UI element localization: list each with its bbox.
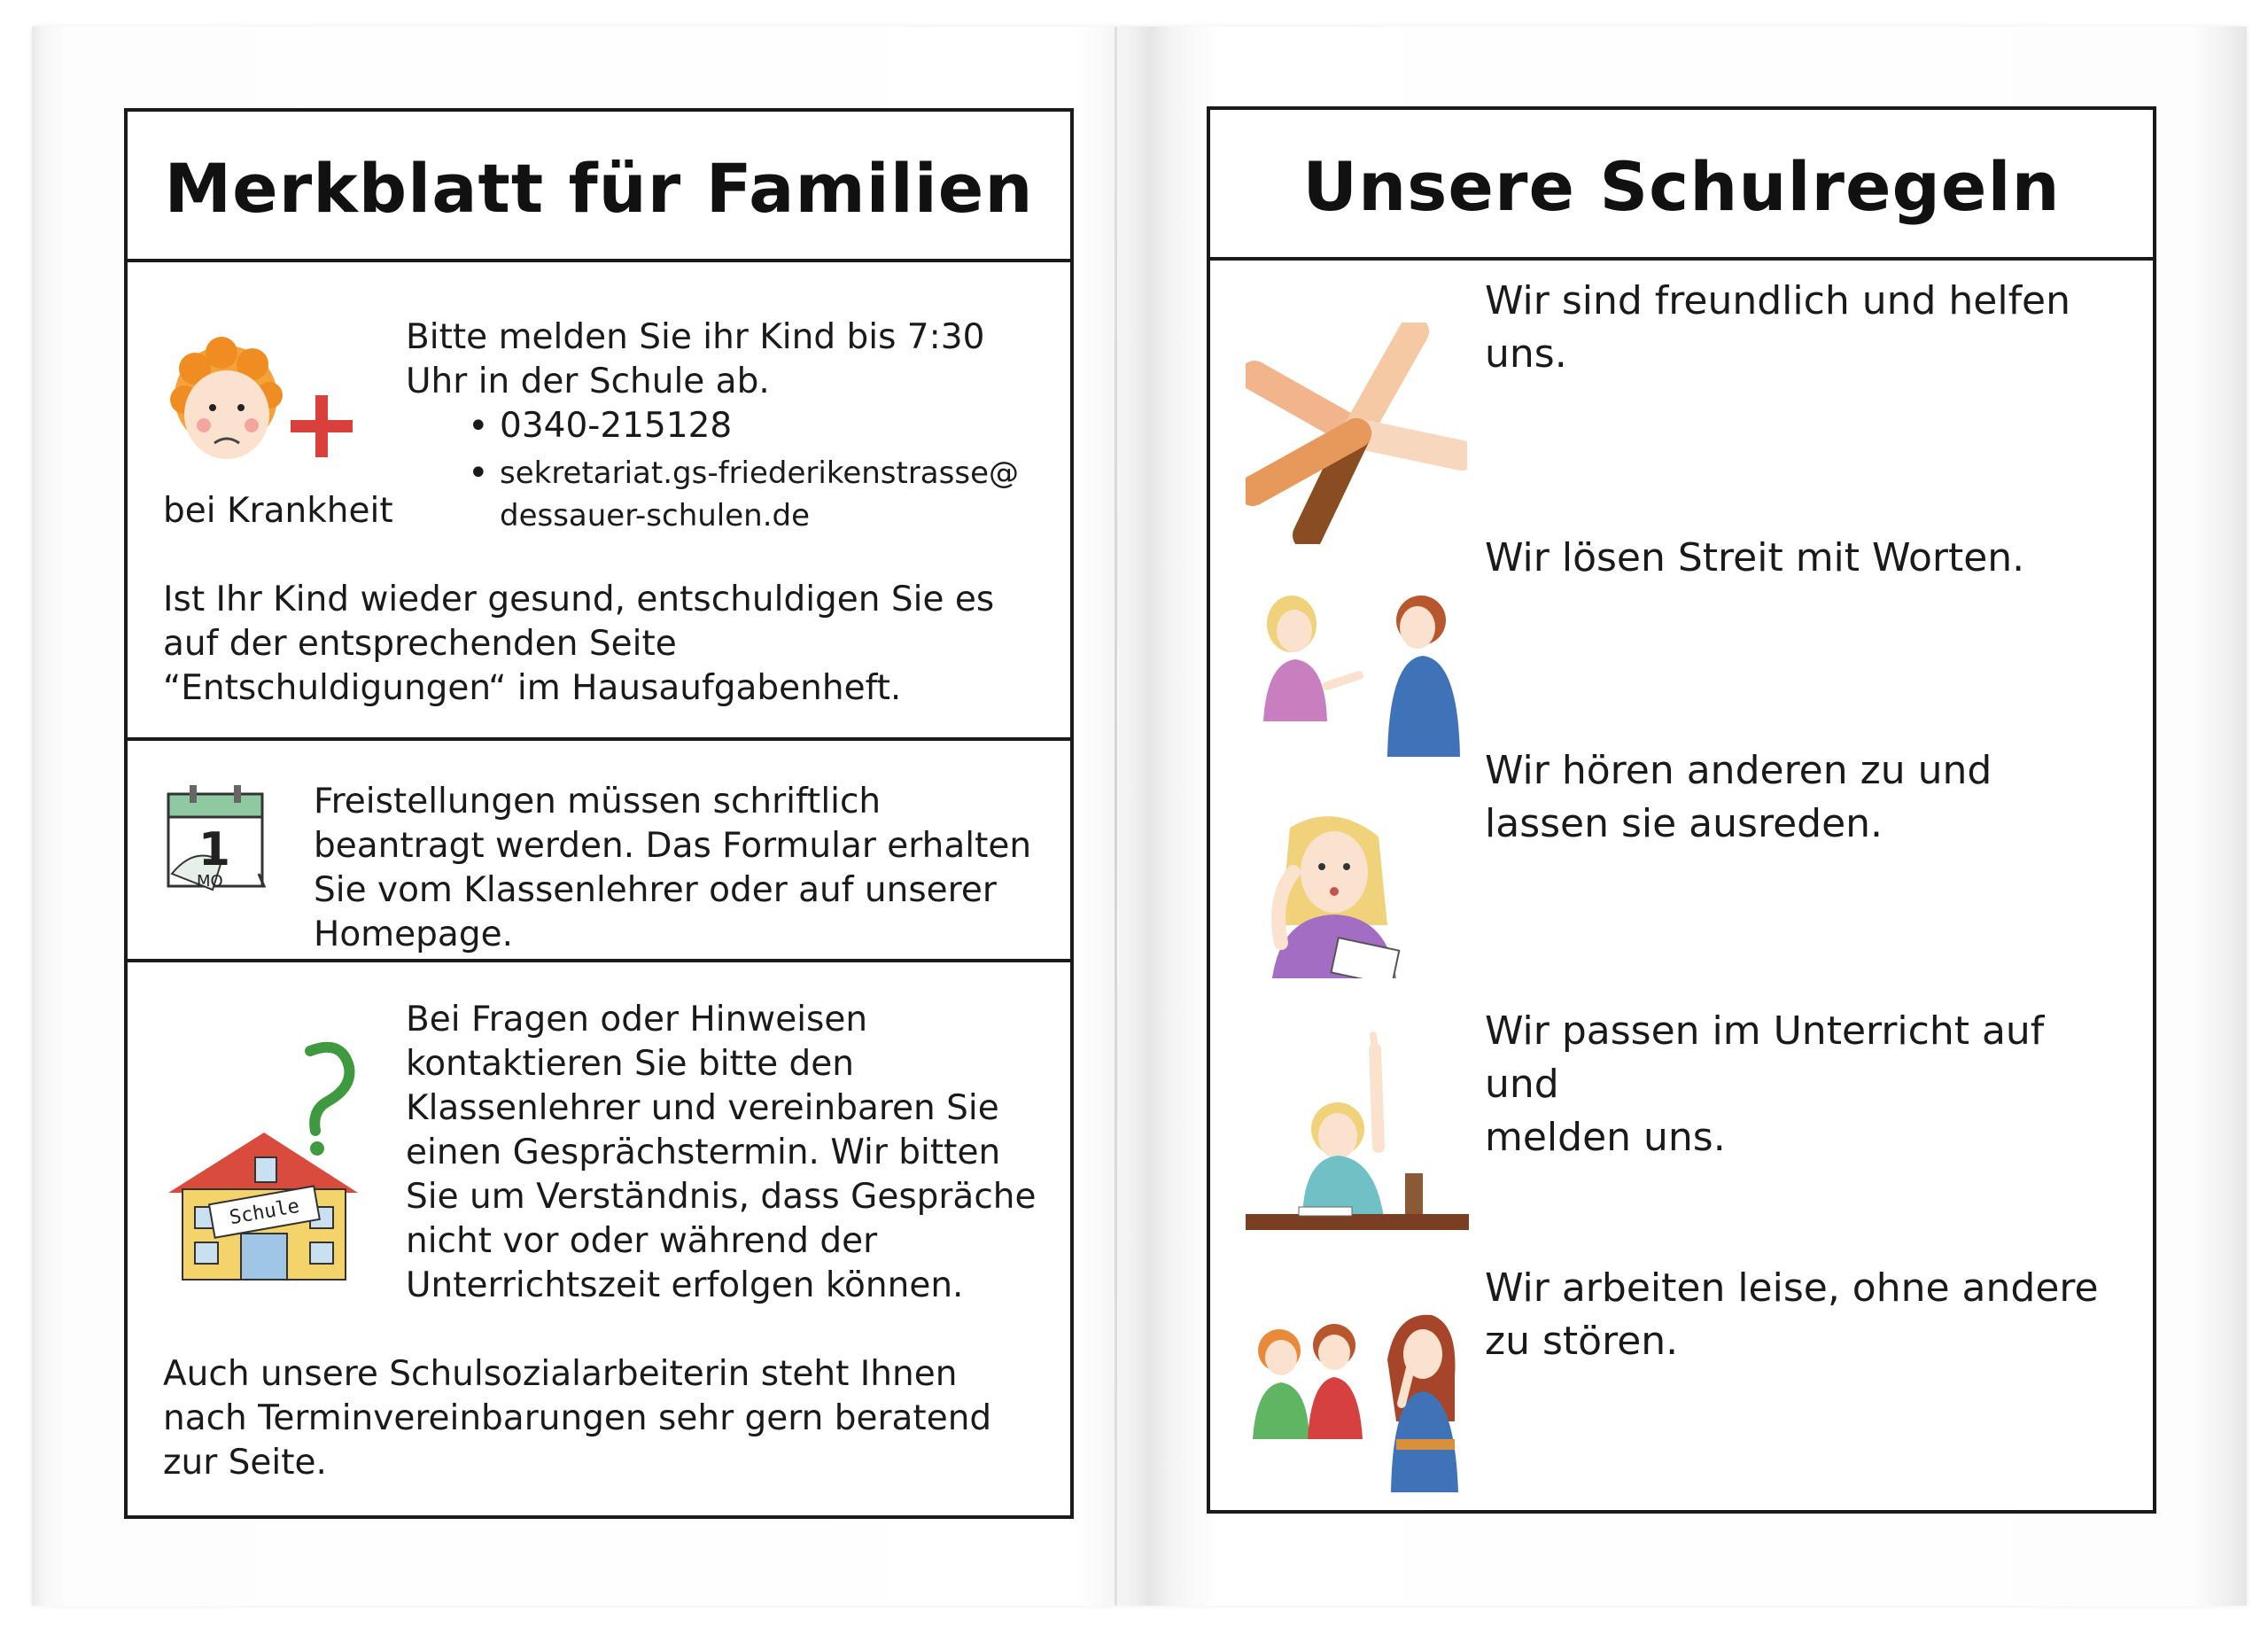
divider — [1210, 257, 2153, 261]
rule-1-line-2: uns. — [1485, 331, 1567, 377]
email-address[interactable]: • sekretariat.gs-friederikenstrasse@ — [468, 454, 1035, 493]
sick-report-text: Bitte melden Sie ihr Kind bis 7:30 Uhr in der Schule ab. — [406, 317, 985, 401]
rule-1 — [1485, 275, 2123, 381]
rule-2-line-1: Wir lösen Streit mit Worten. — [1485, 535, 2025, 580]
talking-kids-icon — [1246, 588, 1476, 766]
email-address-domain[interactable]: dessauer-schulen.de — [500, 498, 811, 533]
rule-5-line-1: Wir arbeiten leise, ohne andere — [1485, 1265, 2099, 1311]
calendar-day: MO — [197, 872, 223, 891]
rule-2 — [1485, 532, 2123, 585]
school-sign: Schule — [228, 1195, 301, 1230]
rule-4-line-1: Wir passen im Unterricht auf und — [1485, 1008, 2045, 1107]
divider — [128, 737, 1070, 741]
school-rules-panel — [1207, 106, 2156, 1514]
rule-5 — [1485, 1262, 2123, 1368]
sick-child-icon — [159, 333, 372, 484]
rule-3 — [1485, 744, 2123, 851]
excuse-text: Ist Ihr Kind wieder gesund, entschuldigen Sie es auf der entsprechenden Seite “Entschuldigungen“ im Hausaufgabenheft. — [163, 580, 995, 708]
questions-text: Bei Fragen oder Hinweisen kontaktieren Sie bitte den Klassenlehrer und vereinbaren Sie einen Gesprächstermin. Wir bitten Sie um Verständnis, dass Gespräche nicht vor oder während der Unterrichtszeit erfolgen können. — [406, 1000, 1037, 1305]
divider — [128, 259, 1070, 262]
page-title: Merkblatt für Familien — [164, 149, 1034, 228]
sick-caption: bei Krankheit — [163, 491, 393, 531]
book-gutter — [1115, 27, 1117, 1606]
divider — [128, 959, 1070, 962]
page-title: Unsere Schulregeln — [1302, 147, 2061, 226]
phone-number: • 0340-215128 — [468, 404, 1035, 448]
rule-3-line-2: lassen sie ausreden. — [1485, 801, 1884, 846]
raising-hand-icon — [1246, 1031, 1476, 1244]
rule-5-line-2: zu stören. — [1485, 1319, 1679, 1364]
hands-icon — [1246, 323, 1467, 544]
listening-girl-icon — [1246, 810, 1423, 978]
rule-3-line-1: Wir hören anderen zu und — [1485, 748, 1992, 793]
rule-4-line-2: melden uns. — [1485, 1115, 1726, 1160]
school-house-icon — [159, 1033, 363, 1281]
calendar-icon — [159, 776, 275, 900]
quiet-teacher-icon — [1246, 1306, 1476, 1492]
calendar-number: 1 — [198, 823, 231, 876]
social-worker-text: Auch unsere Schulsozialarbeiterin steht Ihnen nach Terminvereinbarungen sehr gern beratend zur Seite. — [163, 1354, 992, 1483]
rule-4 — [1485, 1005, 2123, 1164]
family-info-panel — [124, 108, 1074, 1519]
rule-1-line-1: Wir sind freundlich und helfen — [1485, 278, 2071, 323]
leave-text: Freistellungen müssen schriftlich beantragt werden. Das Formular erhalten Sie vom Klassenlehrer oder auf unserer Homepage. — [314, 782, 1032, 954]
